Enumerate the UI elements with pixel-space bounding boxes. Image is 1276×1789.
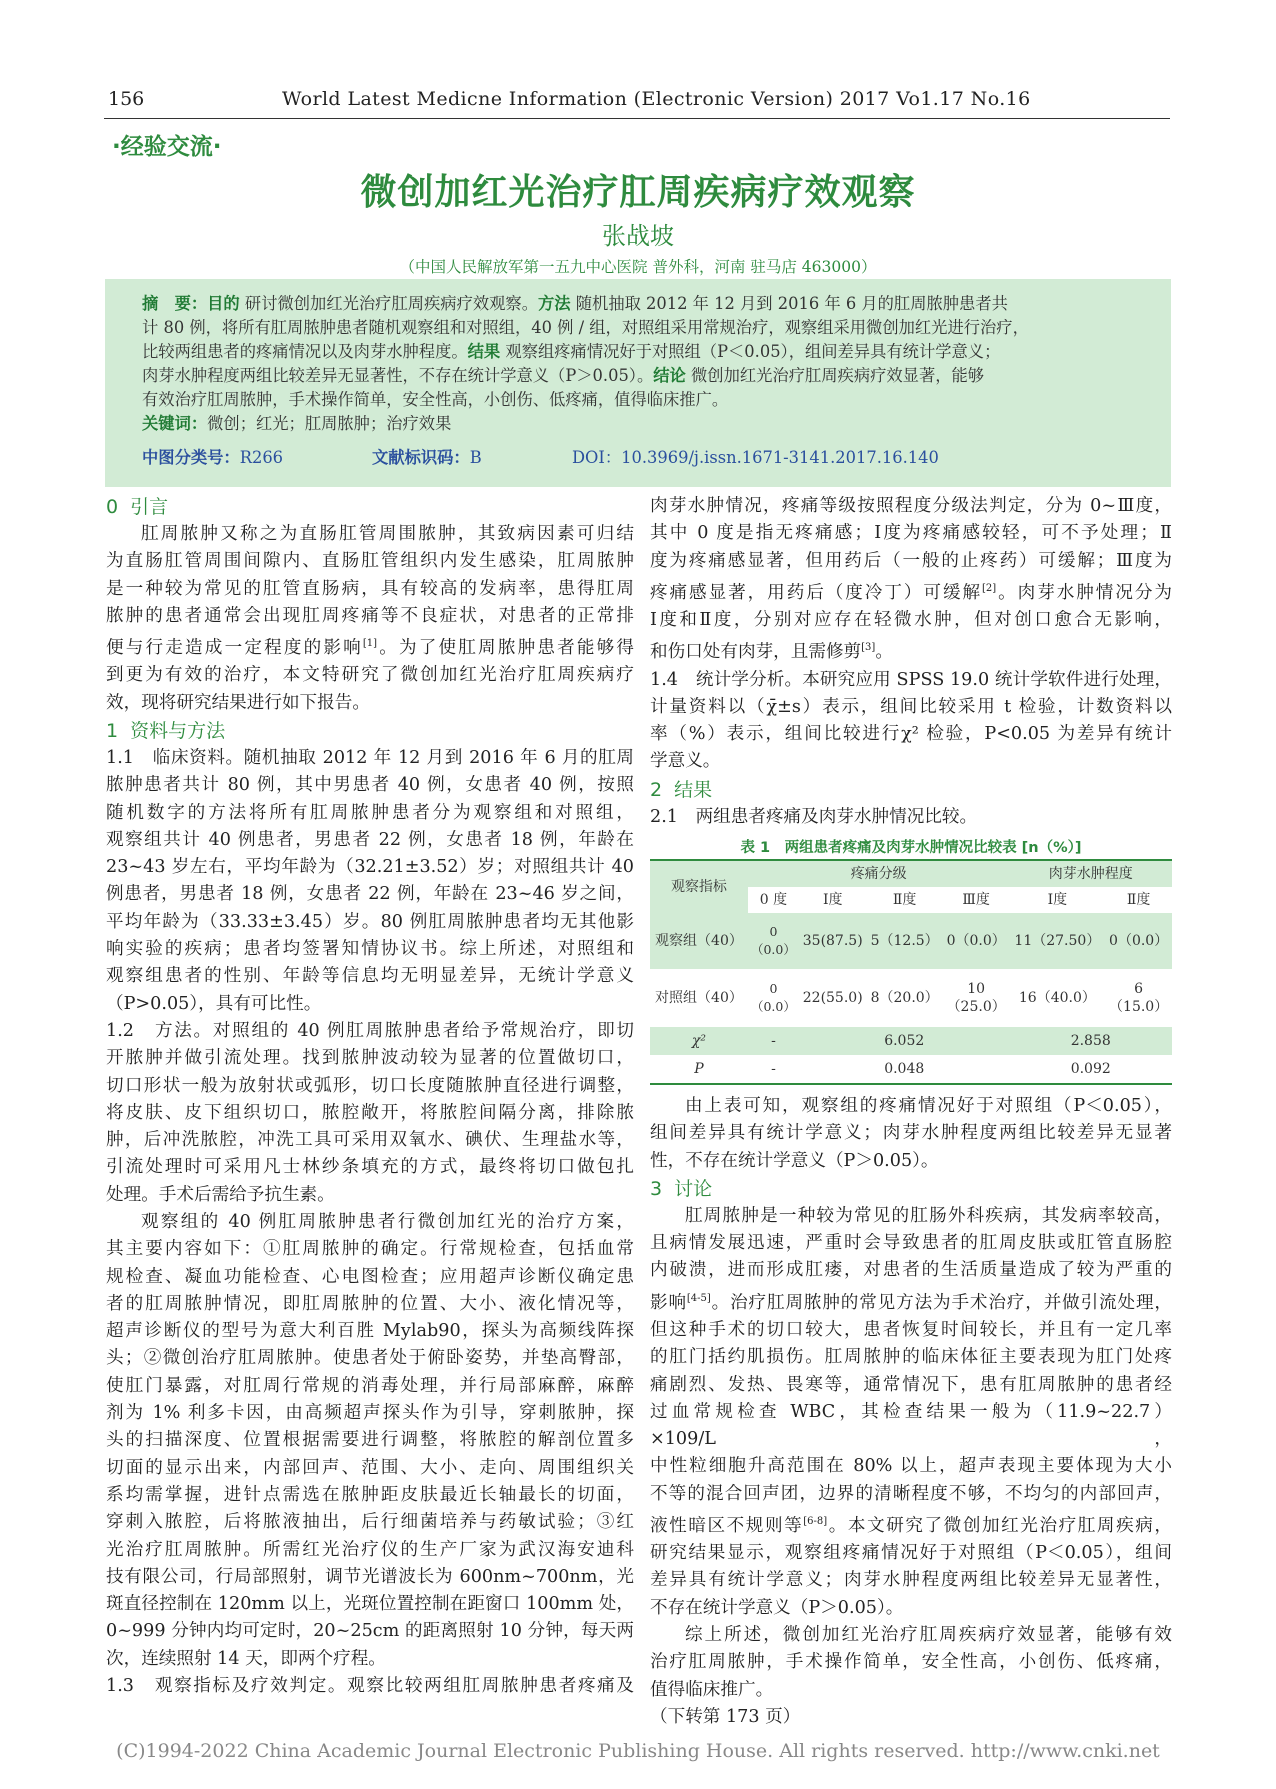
table-subheader: Ⅰ度	[1009, 887, 1105, 913]
abstract-text: 肉芽水肿程度两组比较差异无显著性，不存在统计学意义（P＞0.05）。	[142, 366, 654, 385]
discussion-line: 不存在统计学意义（P＞0.05）。	[650, 1597, 904, 1618]
abstract-line-1	[142, 290, 1008, 314]
doi-label: DOI：	[572, 448, 622, 467]
classification-line	[142, 444, 283, 468]
treatment-line: 观察组的 40 例肛周脓肿患者行微创加红光的治疗方案，	[141, 1211, 634, 1232]
table-row	[650, 913, 1172, 969]
treatment-line: 规检查、凝血功能检查、心电图检查；应用超声诊断仪确定患	[106, 1266, 634, 1287]
right-column	[650, 493, 1172, 1731]
table-cell: 22(55.0)	[799, 969, 866, 1027]
abstract-result-label: 结果	[467, 342, 501, 361]
table-cell: 6.052	[799, 1027, 1010, 1055]
intro-line: 到更为有效的治疗，本文特研究了微创加红光治疗肛周疾病疗	[106, 665, 634, 686]
page-number: 156	[108, 88, 145, 110]
treatment-line: 技有限公司，行局部照射，调节光谱波长为 600nm~700nm，光	[106, 1566, 634, 1587]
discussion-line: 研究结果显示，观察组疼痛情况好于对照组（P＜0.05），组间	[650, 1543, 1172, 1564]
method-line: 开脓肿并做引流处理。找到脓肿波动较为显著的位置做切口，	[106, 1048, 634, 1069]
article-title: 微创加红光治疗肛周疾病疗效观察	[360, 172, 916, 213]
discussion-line: 但这种手术的切口较大，患者恢复时间较长，并且有一定几率	[650, 1319, 1172, 1340]
table-subheader: Ⅱ度	[1105, 887, 1172, 913]
keywords-label: 关键词：	[142, 414, 208, 433]
table-cell: 0（0.0）	[943, 913, 1010, 969]
abstract-conclusion: 微创加红光治疗肛周疾病疗效显著，能够	[691, 366, 985, 385]
discussion-line: 中性粒细胞升高范围在 80% 以上，超声表现主要体现为大小	[650, 1456, 1172, 1477]
table-cell: 0 （0.0）	[748, 969, 799, 1027]
citation: [3]	[861, 642, 876, 654]
method-line: 处理。手术后需给予抗生素。	[106, 1184, 335, 1205]
table-summary-line: 性，不存在统计学意义（P＞0.05）。	[650, 1150, 939, 1171]
table-cell: P	[650, 1055, 748, 1084]
observation-index-line: 1.3 观察指标及疗效判定。观察比较两组肛周脓肿患者疼痛及	[106, 1676, 634, 1697]
grading-line: 和伤口处有肉芽，且需修剪[3]。	[650, 642, 893, 663]
method-line: 将皮肤、皮下组织切口，脓腔敞开，将脓腔间隔分离，排除脓	[106, 1102, 634, 1123]
table-cell: χ²	[650, 1027, 748, 1055]
clinical-data-line: 1.1 临床资料。随机抽取 2012 年 12 月到 2016 年 6 月的肛周	[106, 747, 634, 768]
intro-line: 脓肿的患者通常会出现肛周疼痛等不良症状，对患者的正常排	[106, 605, 634, 626]
discussion-line: 且病情发展迅速，严重时会导致患者的肛周皮肤或肛管直肠腔	[650, 1233, 1172, 1254]
abstract-line-3	[142, 338, 1000, 362]
clc-label: 中图分类号：	[142, 448, 240, 467]
treatment-line: 使肛门暴露，对肛周行常规的消毒处理，并行局部麻醉，麻醉	[106, 1375, 634, 1396]
table-cell: 5（12.5）	[866, 913, 942, 969]
table-cell: 35(87.5)	[799, 913, 866, 969]
results-line: 2.1 两组患者疼痛及肉芽水肿情况比较。	[650, 806, 978, 827]
keywords-line	[142, 410, 451, 434]
doccode-line	[372, 444, 482, 468]
treatment-line: 头的扫描深度、位置根据需要进行调整，将脓腔的解剖位置多	[106, 1430, 634, 1451]
discussion-line: 差异具有统计学意义；肉芽水肿程度两组比较差异无显著性，	[650, 1570, 1172, 1591]
results-table	[650, 837, 1172, 1085]
statistics-line: 率（%）表示，组间比较进行χ² 检验，P<0.05 为差异有统计	[650, 724, 1172, 745]
section-heading-intro: 0 引言	[106, 496, 169, 518]
table-row	[650, 969, 1172, 1027]
grading-line: 疼痛感显著，用药后（度冷丁）可缓解[2]。肉芽水肿情况分为	[650, 582, 1172, 603]
method-line: 1.2 方法。对照组的 40 例肛周脓肿患者给予常规治疗，即切	[106, 1020, 634, 1041]
intro-line: 肛周脓肿又称之为直肠肛管周围脓肿，其致病因素可归结	[141, 524, 634, 544]
table-header-edema: 肉芽水肿程度	[1009, 860, 1172, 887]
author: 张战坡	[602, 222, 674, 250]
treatment-line: 其主要内容如下：①肛周脓肿的确定。行常规检查，包括血常	[106, 1239, 634, 1260]
treatment-line: 者的肛周脓肿情况，即肛周脓肿的位置、大小、液化情况等，	[106, 1293, 634, 1314]
table-cell: 0.092	[1009, 1055, 1172, 1084]
left-column	[106, 493, 634, 1700]
conclusion-line: 值得临床推广。	[650, 1679, 774, 1700]
treatment-line: 剂为 1% 利多卡因，由高频超声探头作为引导，穿刺脓肿，探	[106, 1403, 634, 1424]
section-heading-discussion: 3 讨论	[650, 1177, 713, 1200]
table-cell: 10 （25.0）	[943, 969, 1010, 1027]
intro-line: 为直肠肛管周围间隙内、直肠肛管组织内发生感染，肛周脓肿	[106, 551, 634, 572]
abstract-conclusion-label: 结论	[653, 366, 686, 385]
intro-line: 便与行走造成一定程度的影响[1]。为了使肛周脓肿患者能够得	[106, 638, 634, 659]
method-line: 切口形状一般为放射状或弧形，切口长度随脓肿直径进行调整，	[106, 1075, 634, 1096]
table-cell: 11（27.50）	[1009, 913, 1105, 969]
treatment-line: 穿刺入脓腔，后将脓液抽出，后行细菌培养与药敏试验；③红	[106, 1512, 634, 1533]
discussion-line: 过血常规检查 WBC，其检查结果一般为（11.9~22.7）×109/L，	[650, 1401, 1172, 1450]
clinical-data-line: 观察组患者的性别、年龄等信息均无明显差异，无统计学意义	[106, 966, 634, 987]
table-subheader: Ⅰ度	[799, 887, 866, 913]
table-summary-line: 由上表可知，观察组的疼痛情况好于对照组（P＜0.05），	[685, 1095, 1172, 1116]
intro-line: 效，现将研究结果进行如下报告。	[106, 692, 370, 713]
doccode-label: 文献标识码：	[372, 448, 470, 467]
doi-line	[572, 444, 939, 468]
abstract-line-2: 计 80 例，将所有肛周脓肿患者随机观察组和对照组，40 例 / 组，对照组采用常规治疗，观察组采用微创加红光进行治疗，	[142, 318, 1029, 337]
discussion-line: 痛剧烈、发热、畏寒等，通常情况下，患有肛周脓肿的患者经	[650, 1374, 1172, 1395]
table-cell: 0（0.0）	[1105, 913, 1172, 969]
treatment-line: 切面的显示出来，内部回声、范围、大小、走向、周围组织关	[106, 1457, 634, 1478]
table-cell: -	[748, 1027, 799, 1055]
table-header-index: 观察指标	[650, 860, 748, 913]
treatment-line: 次，连续照射 14 天，即两个疗程。	[106, 1648, 386, 1669]
statistics-line: 计量资料以（χ̄±s）表示，组间比较采用 t 检验，计数资料以	[650, 696, 1172, 717]
treatment-line: 超声诊断仪的型号为意大利百胜 Mylab90，探头为高频线阵探	[106, 1321, 634, 1342]
intro-line: 是一种较为常见的肛管直肠病，具有较高的发病率，患得肛周	[106, 578, 634, 599]
discussion-line: 不等的混合回声团，边界的清晰程度不够，不均匀的内部回声，	[650, 1483, 1172, 1504]
abstract-purpose: 研讨微创加红光治疗肛周疾病疗效观察。	[244, 294, 538, 313]
citation: [6-8]	[803, 1516, 828, 1527]
discussion-line: 影响[4-5]。治疗肛周脓肿的常见方法为手术治疗，并做引流处理，	[650, 1292, 1172, 1313]
treatment-line: 斑直径控制在 120mm 以上，光斑位置控制在距窗口 100mm 处，	[106, 1594, 634, 1615]
abstract-line-5: 有效治疗肛周脓肿，手术操作简单，安全性高，小创伤、低疼痛，值得临床推广。	[142, 390, 729, 409]
conclusion-line: 综上所述，微创加红光治疗肛周疾病疗效显著，能够有效	[685, 1625, 1172, 1646]
abstract-label: 摘 要：	[142, 294, 208, 313]
clinical-data-line: 例患者，男患者 18 例，女患者 22 例，年龄在 23~46 岁之间，	[106, 884, 634, 905]
abstract-result: 观察组疼痛情况好于对照组（P＜0.05），组间差异具有统计学意义；	[505, 342, 1001, 361]
table-header-pain: 疼痛分级	[748, 860, 1010, 887]
table-subheader: Ⅲ度	[943, 887, 1010, 913]
table-cell: 0 （0.0）	[748, 913, 799, 969]
method-line: 肿，后冲洗脓腔，冲洗工具可采用双氧水、碘伏、生理盐水等，	[106, 1130, 634, 1151]
abstract-text: 比较两组患者的疼痛情况以及肉芽水肿程度。	[142, 342, 468, 361]
treatment-line: 系均需掌握，进针点需选在脓肿距皮肤最近长轴最长的切面，	[106, 1484, 634, 1505]
clinical-data-line: 脓肿患者共计 80 例，其中男患者 40 例，女患者 40 例，按照	[106, 775, 634, 796]
grading-line: 其中 0 度是指无疼痛感；Ⅰ度为疼痛感较轻，可不予处理；Ⅱ	[650, 523, 1172, 544]
doccode: B	[469, 448, 482, 467]
header-rule	[104, 118, 1170, 119]
abstract-line-4	[142, 362, 984, 386]
table-cell: 对照组（40）	[650, 969, 748, 1027]
clc-code: R266	[239, 448, 284, 467]
section-heading-results: 2 结果	[650, 778, 713, 801]
clinical-data-line: 观察组共计 40 例患者，男患者 22 例，女患者 18 例，年龄在	[106, 829, 634, 850]
discussion-line: 的肛门括约肌损伤。肛周脓肿的临床体征主要表现为肛门处疼	[650, 1347, 1172, 1368]
table-cell: 8（20.0）	[866, 969, 942, 1027]
discussion-line: 液性暗区不规则等[6-8]。本文研究了微创加红光治疗肛周疾病，	[650, 1515, 1172, 1536]
doi: 10.3969/j.issn.1671-3141.2017.16.140	[621, 448, 939, 467]
citation: [4-5]	[686, 1292, 711, 1304]
statistics-line: 1.4 统计学分析。本研究应用 SPSS 19.0 统计学软件进行处理，	[650, 669, 1172, 690]
section-heading-methods: 1 资料与方法	[106, 719, 226, 742]
table-cell: -	[748, 1055, 799, 1084]
table-row	[650, 1055, 1172, 1084]
citation: [2]	[982, 582, 997, 594]
grading-line: 肉芽水肿情况，疼痛等级按照程度分级法判定，分为 0~Ⅲ度，	[650, 496, 1172, 516]
conclusion-line: 治疗肛周脓肿，手术操作简单，安全性高，小创伤、低疼痛，	[650, 1652, 1172, 1673]
table-cell: 2.858	[1009, 1027, 1172, 1055]
citation: [1]	[362, 638, 378, 650]
table-cell: 0.048	[799, 1055, 1010, 1084]
clinical-data-line: 23~43 岁左右，平均年龄为（32.21±3.52）岁；对照组共计 40	[106, 857, 634, 878]
method-line: 引流处理时可采用凡士林纱条填充的方式，最终将切口做包扎	[106, 1157, 634, 1178]
discussion-line: 内破溃，进而形成肛瘘，对患者的生活质量造成了较为严重的	[650, 1260, 1172, 1281]
affiliation: （中国人民解放军第一五九中心医院 普外科，河南 驻马店 463000）	[399, 258, 877, 276]
table-subheader: 0 度	[748, 887, 799, 913]
grading-line: 度为疼痛感显著，但用药后（一般的止疼药）可缓解；Ⅲ度为	[650, 550, 1172, 571]
abstract-method-label: 方法	[537, 294, 571, 313]
continued-note: （下转第 173 页）	[650, 1706, 801, 1727]
clinical-data-line: 随机数字的方法将所有肛周脓肿患者分为观察组和对照组，	[106, 802, 634, 823]
treatment-line: 头；②微创治疗肛周脓肿。使患者处于俯卧姿势，并垫高臀部，	[106, 1348, 634, 1369]
abstract-method: 随机抽取 2012 年 12 月到 2016 年 6 月的肛周脓肿患者共	[575, 294, 1008, 313]
table-cell: 6 （15.0）	[1105, 969, 1172, 1027]
journal-header: World Latest Medicne Information (Electronic Version) 2017 Vo1.17 No.16	[282, 88, 1031, 110]
keywords: 微创；红光；肛周脓肿；治疗效果	[207, 414, 452, 433]
section-tag: ·经验交流·	[112, 134, 222, 160]
table-cell: 观察组（40）	[650, 913, 748, 969]
table-subheader: Ⅱ度	[866, 887, 942, 913]
discussion-line: 肛周脓肿是一种较为常见的肛肠外科疾病，其发病率较高，	[685, 1205, 1172, 1226]
grading-line: Ⅰ度和Ⅱ度，分别对应存在轻微水肿，但对创口愈合无影响，	[650, 610, 1172, 631]
table-title: 表 1 两组患者疼痛及肉芽水肿情况比较表 [n（%）]	[740, 839, 1082, 856]
copyright-footer: (C)1994-2022 China Academic Journal Electronic Publishing House. All rights reserved. http://www.cnki.net	[116, 1740, 1160, 1762]
treatment-line: 光治疗肛周脓肿。所需红光治疗仪的生产厂家为武汉海安迪科	[106, 1539, 634, 1560]
table-cell: 16（40.0）	[1009, 969, 1105, 1027]
clinical-data-line: 平均年龄为（33.33±3.45）岁。80 例肛周脓肿患者均无其他影	[106, 911, 634, 932]
clinical-data-line: 响实验的疾病；患者均签署知情协议书。综上所述，对照组和	[106, 939, 634, 960]
clinical-data-line: （P>0.05），具有可比性。	[106, 993, 322, 1014]
statistics-line: 学意义。	[650, 751, 721, 772]
table-summary-line: 组间差异具有统计学意义；肉芽水肿程度两组比较差异无显著	[650, 1123, 1172, 1144]
table-row	[650, 1027, 1172, 1055]
abstract-purpose-label: 目的	[207, 294, 240, 313]
treatment-line: 0~999 分钟内均可定时，20~25cm 的距离照射 10 分钟，每天两	[106, 1621, 634, 1642]
